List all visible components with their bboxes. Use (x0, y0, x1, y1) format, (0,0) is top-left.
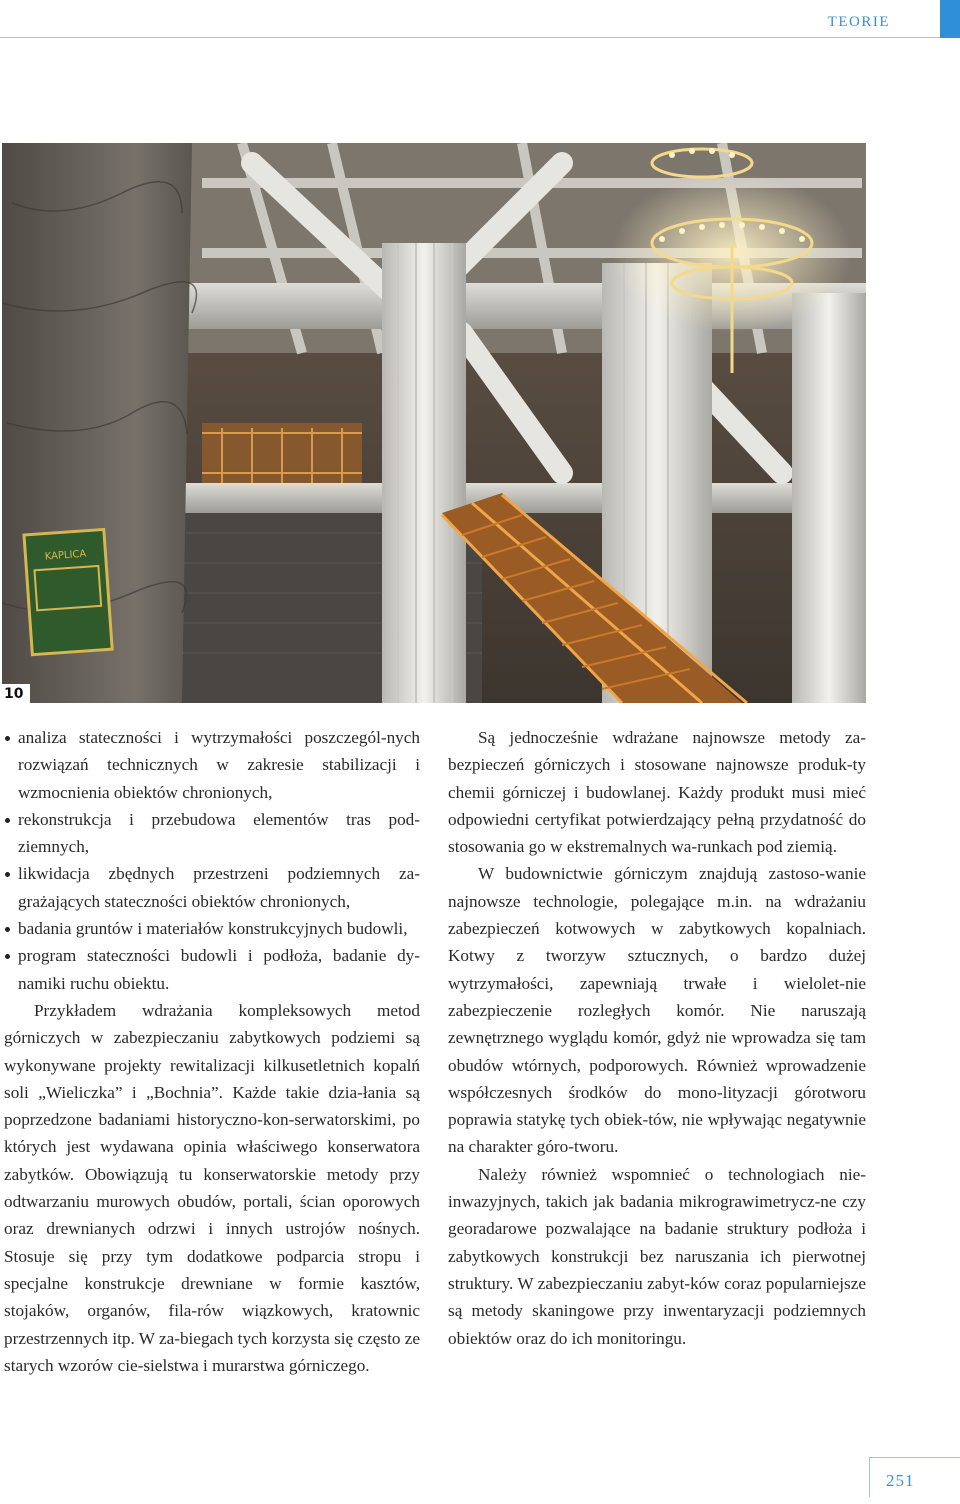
footer-divider (869, 1457, 870, 1497)
bullet-list (4, 724, 420, 997)
mine-chamber-photo (2, 143, 866, 703)
list-item: program stateczności budowli i podłoża, badanie dy-namiki ruchu obiektu. (4, 942, 420, 997)
body-paragraph: Należy również wspomnieć o technologiach nie-inwazyjnych, takich jak badania mikrograwimetrycz-ne czy georadarowe pozwalające na badanie struktury podłoża i zabytkowych konstrukcji bez naruszania ich pierwotnej struktury. W zabezpieczaniu zabyt-ków coraz popularniejsze są metody skaningowe przy inwentaryzacji podziemnych obiektów oraz do ich monitoringu. (448, 1164, 866, 1348)
sign-text: KAPLICA (44, 548, 87, 563)
list-item: rekonstrukcja i przebudowa elementów tras pod-ziemnych, (4, 806, 420, 861)
body-paragraph: Przykładem wdrażania kompleksowych metod górniczych w zabezpieczaniu zabytkowych podziemi są wykonywane projekty rewitalizacji kilkusetletnich kopalń soli „Wieliczka” i „Bochnia”. Każde takie dzia-łania są poprzedzone badaniami historyczno-kon-serwatorskimi, po których jest wydawana opinia właściwego konserwatora zabytków. Obowiązują tu konserwatorskie metody przy odtwarzaniu murowych obudów, portali, ścian oporowych oraz drewnianych odrzwi i innych ustrojów nośnych. Stosuje się przy tym dodatkowe podparcia stropu i specjalne konstrukcje drewniane w formie kasztów, stojaków, organów, fila-rów wiązkowych, kratownic przestrzennych itp. W za-biegach tych korzysta się często ze starych wzorów cie-sielstwa i murarstwa górniczego. (4, 1000, 420, 1375)
photo-number: 10 (0, 684, 30, 704)
section-label: TEORIE (827, 14, 890, 30)
footer-rule (870, 1457, 960, 1458)
right-column (448, 724, 866, 1352)
page-number: 251 (886, 1471, 915, 1490)
section-tab (940, 0, 960, 38)
list-item: analiza stateczności i wytrzymałości poszczegól-nych rozwiązań technicznych w zakresie stabilizacji i wzmocnienia obiektów chronionych, (4, 724, 420, 806)
list-item: badania gruntów i materiałów konstrukcyjnych budowli, (4, 915, 420, 942)
header-rule (0, 37, 940, 38)
left-column (4, 724, 420, 1379)
body-paragraph: W budownictwie górniczym znajdują zastoso-wanie najnowsze technologie, polegające m.in. na wdrażaniu zabezpieczeń kotwowych w zabytkowych kopalniach. Kotwy z tworzyw sztucznych, o bardzo dużej wytrzymałości, zapewniają trwałe i wielolet-nie zabezpieczenie rozległych komór. Nie naruszają zewnętrznego wyglądu komór, gdyż nie wprowadza się tam obudów wtórnych, podporowych. Również wprowadzenie współczesnych środków do mono-lityzacji górotworu poprawia statykę tych obiek-tów, nie wpływając negatywnie na charakter góro-tworu. (448, 864, 866, 1157)
list-item: likwidacja zbędnych przestrzeni podziemnych za-grażających stateczności obiektów chronionych, (4, 860, 420, 915)
body-paragraph: Są jednocześnie wdrażane najnowsze metody za-bezpieczeń górniczych i stosowane najnowsze produk-ty chemii górniczej i budowlanej. Każdy produkt musi mieć odpowiedni certyfikat potwierdzający pełną przydatność do stosowania go w ekstremalnych wa-runkach pod ziemią. (448, 728, 866, 857)
